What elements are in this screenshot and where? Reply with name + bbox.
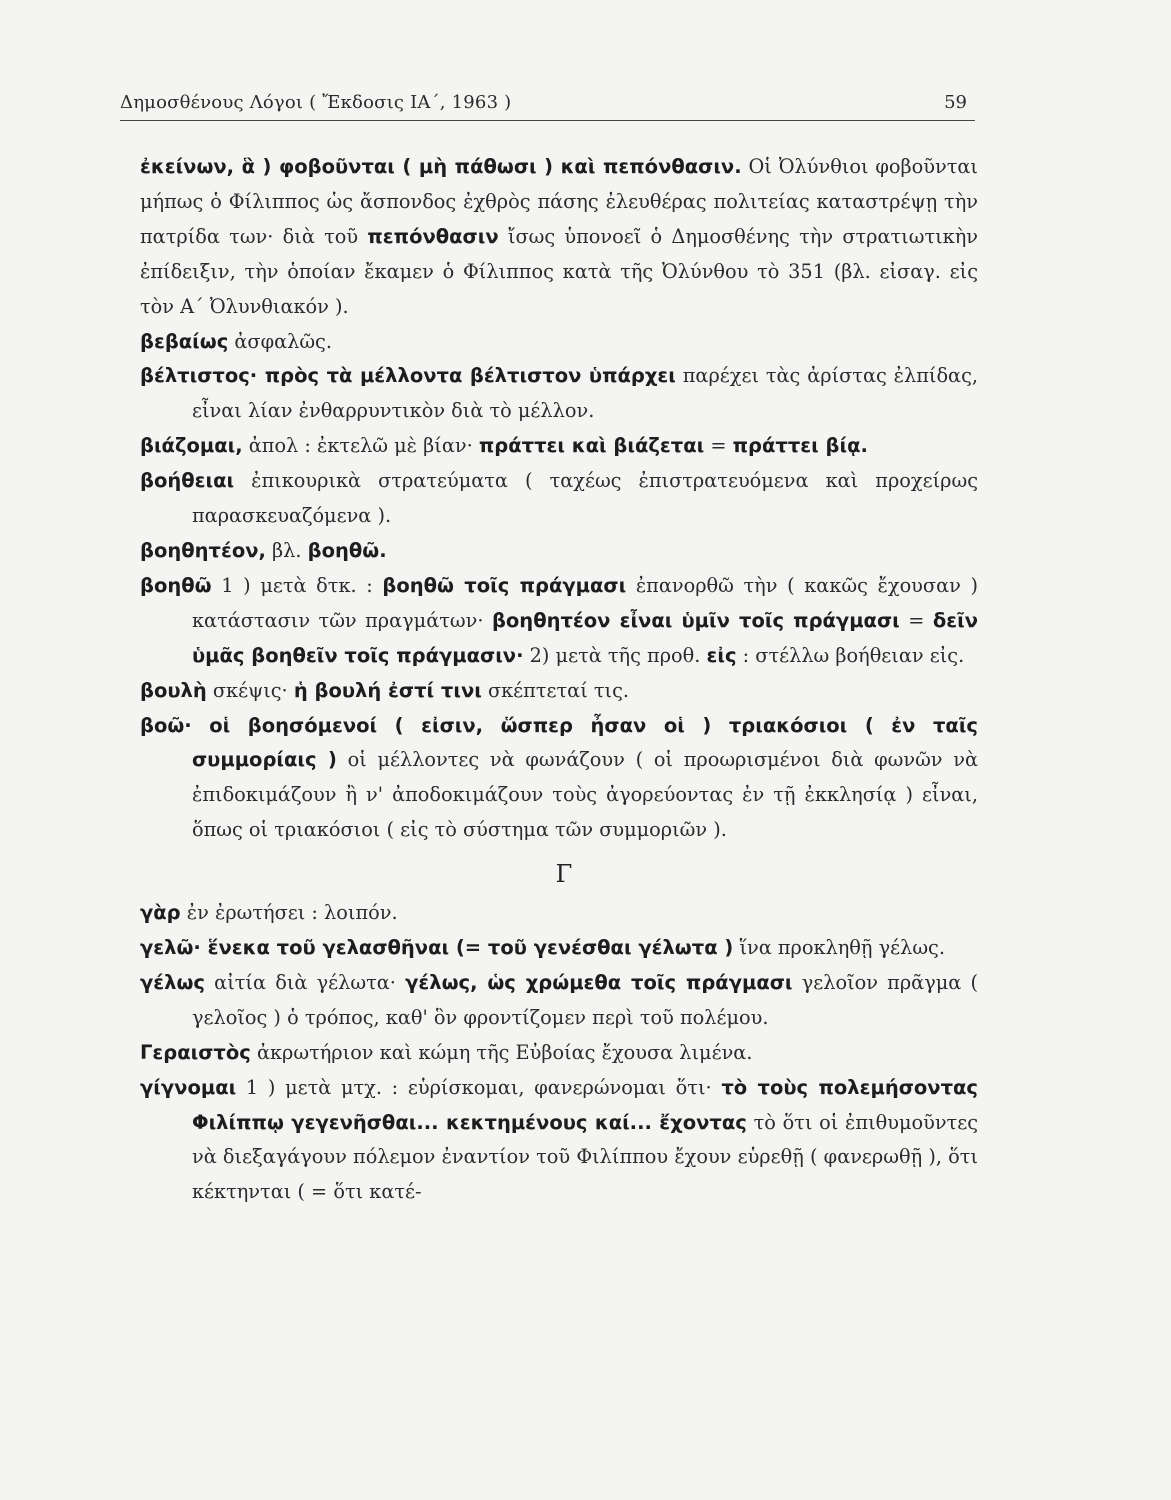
entry-lemma: βοηθητέον εἶναι ὑμῖν τοῖς πράγμασι <box>491 608 900 632</box>
entry-text: = <box>899 608 933 632</box>
entry-lemma: βοηθῶ. <box>307 538 387 562</box>
entry-text: : στέλλω βοήθειαν εἰς. <box>736 643 965 667</box>
entry-lemma: βέλτιστος· πρὸς τὰ μέλλοντα βέλτιστον ὑπάρχει <box>140 364 676 388</box>
entry-text: σκέψις· <box>206 678 294 702</box>
entry-boetho <box>140 569 978 674</box>
entry-text: ἴσως ὑπονοεῖ ὁ Δημοσθένης τὴν στρατιωτικὴν ἐπίδειξιν, τὴν ὁποίαν ἔκαμεν ὁ Φίλιππος κατὰ τῆς Ὀλύνθου τὸ 351 (βλ. εἰσαγ. εἰς τὸν Α΄ Ὀλυνθιακόν ). <box>140 224 979 318</box>
entry-lemma: βιάζομαι, <box>140 434 243 458</box>
entry-geraistos <box>140 1036 978 1071</box>
page-number: 59 <box>944 92 967 113</box>
entry-boetheteon <box>140 534 978 569</box>
entry-lemma: τὸ τοὺς πολεμήσοντας Φιλίππῳ γεγενῆσθαι... κεκτημένους καί... ἔχοντας <box>192 1075 978 1134</box>
entry-text: 1 ) μετὰ δτκ. : <box>211 573 383 597</box>
entry-bebaios <box>140 325 978 360</box>
glossary-body <box>140 150 978 1210</box>
section-letter: Γ <box>555 860 573 889</box>
entry-gelos <box>140 966 978 1036</box>
entry-text: γελοῖον πρᾶγμα ( γελοῖος ) ὁ τρόπος, καθ' ὃν φροντίζομεν περὶ τοῦ πολέμου. <box>192 970 978 1029</box>
entry-lemma: ἐκείνων, ἃ ) φοβοῦνται ( μὴ πάθωσι ) καὶ πεπόνθασιν. <box>140 155 742 178</box>
entry-text: ἐν ἐρωτήσει : λοιπόν. <box>180 901 398 925</box>
entry-lemma: πεπόνθασιν <box>367 224 499 248</box>
entry-lemma: πράττει βίᾳ. <box>732 434 868 458</box>
entry-beltistos <box>140 359 978 429</box>
entry-text: ἐπικουρικὰ στρατεύματα ( ταχέως ἐπιστρατευόμενα καὶ προχείρως παρασκευαζόμενα ). <box>192 469 978 528</box>
entry-text: Οἱ Ὀλύνθιοι φοβοῦνται μήπως ὁ Φίλιππος ὡς ἄσπονδος ἐχθρὸς πάσης ἐλευθέρας πολιτείας καταστρέψῃ τὴν πατρίδα των· διὰ τοῦ <box>140 155 978 248</box>
entry-lemma: γέλως, ὡς χρώμεθα τοῖς πράγμασι <box>405 970 793 994</box>
entry-gignomai <box>140 1071 978 1211</box>
entry-biazomai <box>140 429 978 464</box>
entry-text: ἀκρωτήριον καὶ κώμη τῆς Εὐβοίας ἔχουσα λιμένα. <box>250 1040 753 1064</box>
entry-text: βλ. <box>265 538 308 562</box>
entry-gar <box>140 896 978 931</box>
entry-text: ἀπολ : ἐκτελῶ μὲ βίαν· <box>242 434 479 458</box>
entry-lemma: ἡ βουλή ἐστί τινι <box>293 678 482 702</box>
entry-ekeinon <box>140 150 978 325</box>
entry-lemma: γίγνομαι <box>140 1075 237 1099</box>
entry-lemma: εἰς <box>706 643 737 667</box>
entry-lemma: Γεραιστὸς <box>140 1040 251 1064</box>
entry-text: ἵνα προκληθῇ γέλως. <box>733 936 945 960</box>
entry-lemma: γέλως <box>140 970 205 994</box>
entry-text: 2) μετὰ τῆς προθ. <box>523 643 707 667</box>
entry-lemma: βοηθῶ τοῖς πράγμασι <box>382 573 627 597</box>
entry-text: ἐπανορθῶ τὴν ( κακῶς ἔχουσαν ) κατάστασιν τῶν πραγμάτων· <box>192 573 978 632</box>
entry-text: τὸ ὅτι οἱ ἐπιθυμοῦντες νὰ διεξαγάγουν πόλεμον ἐναντίον τοῦ Φιλίππου ἔχουν εὑρεθῇ ( φανερωθῇ ), ὅτι κέκτηνται ( = ὅτι κατέ- <box>192 1110 978 1204</box>
entry-boo <box>140 709 978 849</box>
running-head <box>120 88 975 121</box>
entry-text: 1 ) μετὰ μτχ. : εὑρίσκομαι, φανερώνομαι ὅτι· <box>236 1075 722 1099</box>
entry-lemma: βεβαίως <box>140 329 229 353</box>
entry-lemma: βουλὴ <box>140 678 207 702</box>
entry-lemma: βοηθῶ <box>140 573 212 597</box>
running-head-title: Δημοσθένους Λόγοι ( Ἔκδοσις ΙΑ΄, 1963 ) <box>120 92 512 113</box>
entry-lemma: βοηθητέον, <box>140 538 266 562</box>
entry-lemma: βοῶ· οἱ βοησόμενοί ( εἰσιν, ὥσπερ ἦσαν οἱ ) τριακόσιοι ( ἐν ταῖς συμμορίαις ) <box>140 713 978 772</box>
entry-text: ἀσφαλῶς. <box>228 329 332 353</box>
entry-gelo <box>140 931 978 966</box>
entry-lemma: δεῖν ὑμᾶς βοηθεῖν τοῖς πράγμασιν· <box>192 608 978 667</box>
entry-boule <box>140 674 978 709</box>
entry-lemma: γελῶ· ἕνεκα τοῦ γελασθῆναι (= τοῦ γενέσθαι γέλωτα ) <box>140 936 734 960</box>
entry-lemma: βοήθειαι <box>140 469 235 493</box>
entry-text: = <box>704 434 733 458</box>
entry-lemma: πράττει καὶ βιάζεται <box>478 434 705 458</box>
entry-text: οἱ μέλλοντες νὰ φωνάζουν ( οἱ προωρισμένοι διὰ φωνῶν νὰ ἐπιδοκιμάζουν ἢ ν' ἀποδοκιμάζουν τοὺς ἀγορεύοντας ἐν τῇ ἐκκλησίᾳ ) εἶναι, ὅπως οἱ τριακόσιοι ( εἰς τὸ σύστημα τῶν συμμοριῶν ). <box>192 748 978 842</box>
entry-boetheiai <box>140 464 978 534</box>
entry-text: αἰτία διὰ γέλωτα· <box>204 970 406 994</box>
entry-lemma: γὰρ <box>140 901 181 925</box>
entry-text: σκέπτεταί τις. <box>481 678 630 702</box>
entry-text: παρέχει τὰς ἀρίστας ἐλπίδας, εἶναι λίαν ἐνθαρρυντικὸν διὰ τὸ μέλλον. <box>192 364 978 423</box>
